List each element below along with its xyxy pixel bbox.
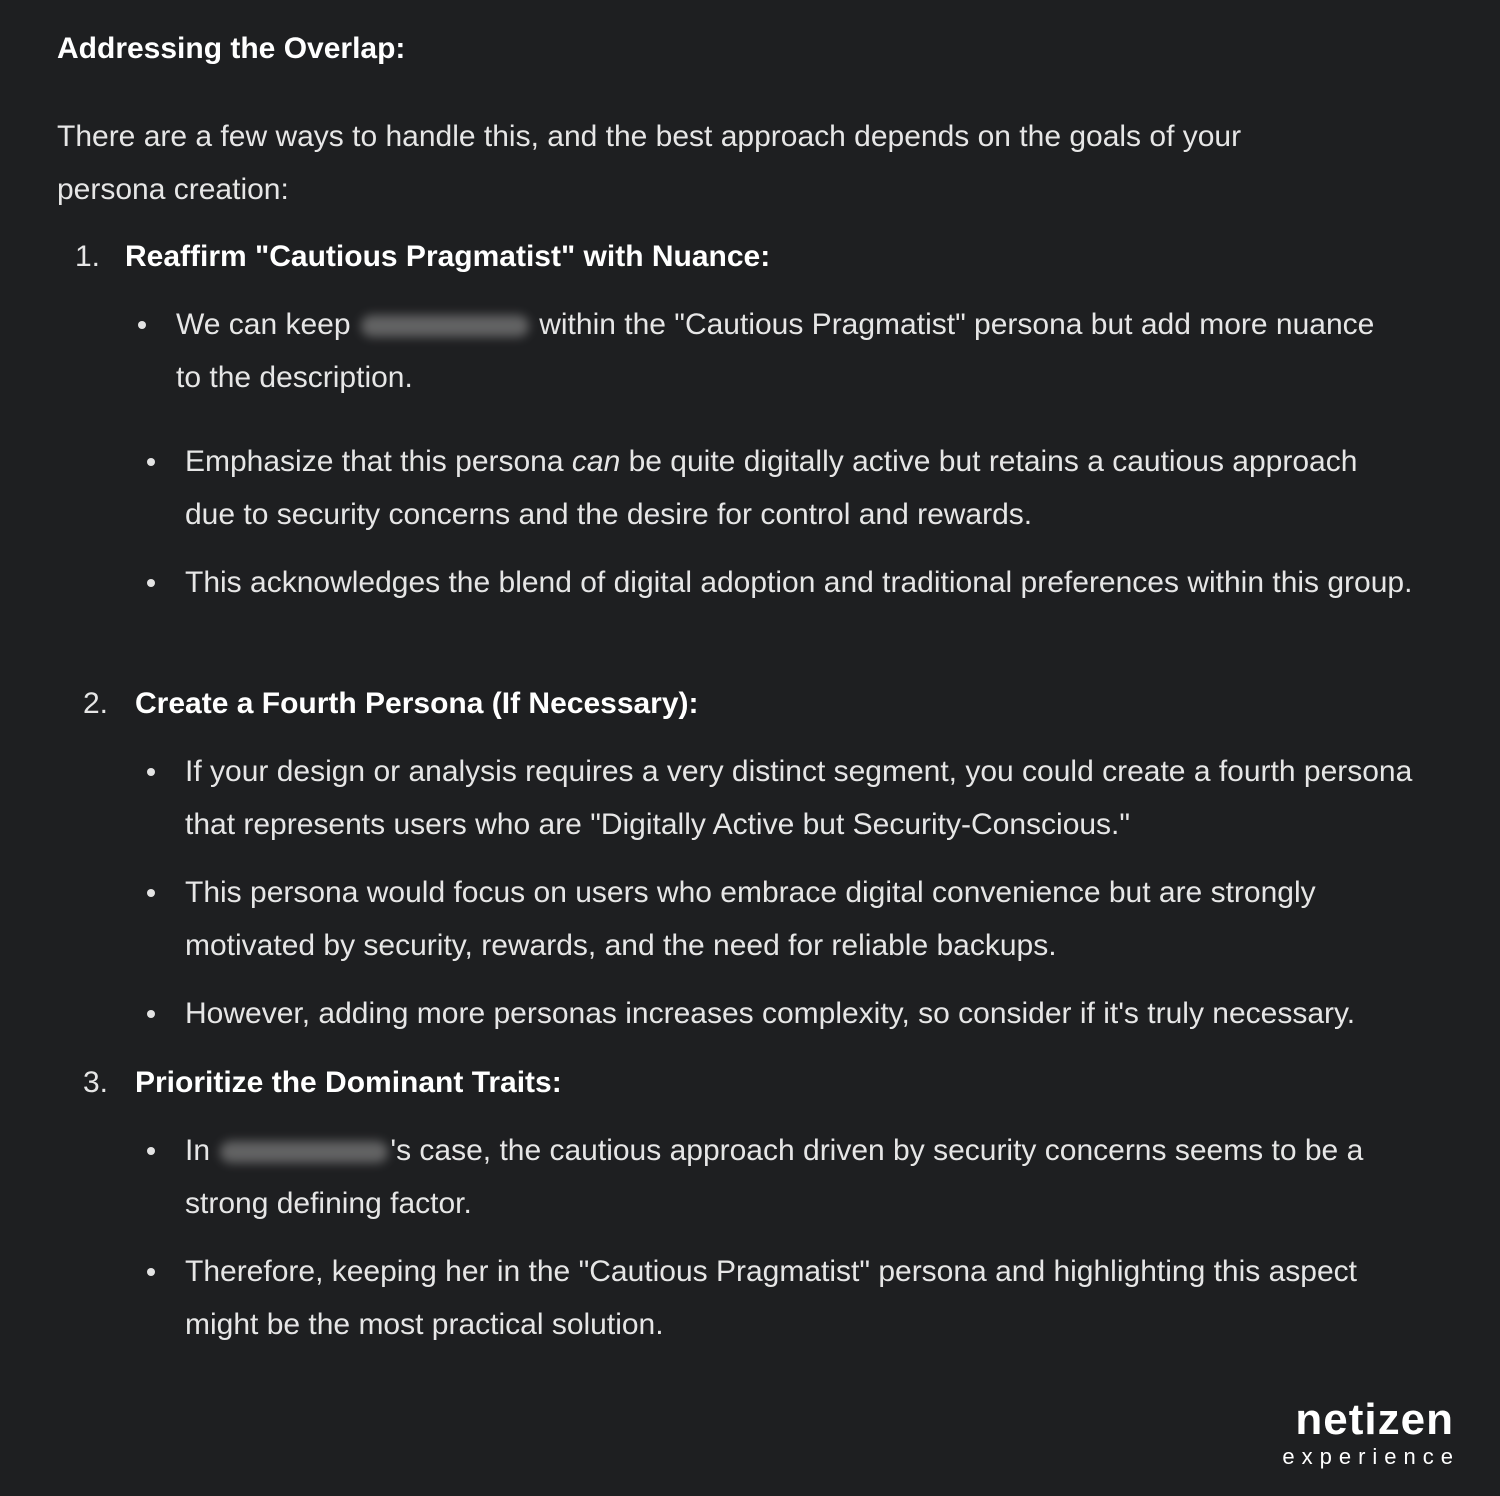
netizen-logo: [1282, 1395, 1460, 1470]
logo-wordmark: netizen: [1295, 1395, 1454, 1444]
list-item: If your design or analysis requires a very distinct segment, you could create a fourth persona that represents users who are "Digitally Active but Security-Conscious.": [185, 755, 1413, 841]
bullet-icon: [147, 1010, 155, 1018]
list-number: 1.: [75, 240, 101, 273]
redacted-name: [361, 315, 529, 337]
logo-subtitle: experience: [1282, 1444, 1460, 1469]
list-item: However, adding more personas increases complexity, so consider if it's truly necessary.: [185, 997, 1356, 1030]
bullet-icon: [147, 768, 155, 776]
list-item: This acknowledges the blend of digital adoption and traditional preferences within this group.: [185, 566, 1413, 599]
list-item: Therefore, keeping her in the "Cautious Pragmatist" persona and highlighting this aspect might be the most practical solution.: [185, 1255, 1357, 1341]
list-item-title: Create a Fourth Persona (If Necessary):: [135, 687, 699, 720]
bullet-icon: [147, 1268, 155, 1276]
intro-paragraph: There are a few ways to handle this, and the best approach depends on the goals of your persona creation:: [57, 120, 1242, 206]
bullet-icon: [147, 458, 155, 466]
bullet-icon: [138, 321, 146, 329]
list-item-title: Reaffirm "Cautious Pragmatist" with Nuance:: [125, 240, 771, 273]
list-item: We can keep within the "Cautious Pragmatist" persona but add more nuance to the description.: [176, 308, 1375, 394]
bullet-icon: [147, 1147, 155, 1155]
list-item: Emphasize that this persona can be quite digitally active but retains a cautious approach due to security concerns and the desire for control and rewards.: [185, 445, 1358, 531]
redacted-name: [220, 1141, 388, 1163]
list-item: In 's case, the cautious approach driven by security concerns seems to be a strong defining factor.: [185, 1134, 1364, 1220]
bullet-icon: [147, 889, 155, 897]
bullet-icon: [147, 579, 155, 587]
list-item: This persona would focus on users who embrace digital convenience but are strongly motivated by security, rewards, and the need for reliable backups.: [185, 876, 1316, 962]
list-item-title: Prioritize the Dominant Traits:: [135, 1066, 562, 1099]
list-number: 2.: [83, 687, 109, 720]
section-heading: Addressing the Overlap:: [57, 32, 406, 65]
list-number: 3.: [83, 1066, 109, 1099]
